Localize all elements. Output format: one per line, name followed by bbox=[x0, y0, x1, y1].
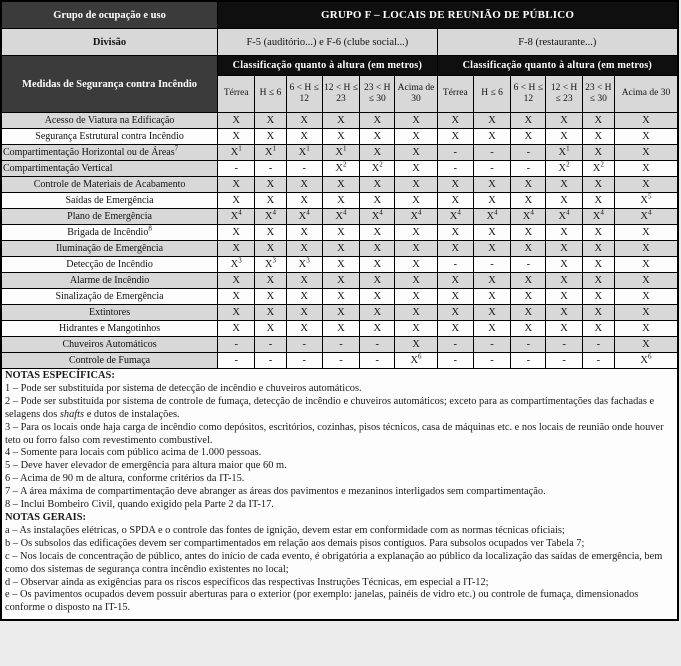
requirement-cell: X bbox=[395, 305, 437, 321]
requirement-cell: X bbox=[395, 289, 437, 305]
requirement-cell: $X^4$ bbox=[546, 209, 582, 225]
requirement-cell: X bbox=[360, 273, 395, 289]
division-label: Divisão bbox=[1, 29, 218, 56]
requirement-cell: - bbox=[218, 353, 255, 369]
requirement-cell: X bbox=[546, 321, 582, 337]
requirement-cell: X bbox=[614, 129, 678, 145]
requirement-cell: X bbox=[473, 177, 510, 193]
requirement-cell: $X^3$ bbox=[286, 257, 322, 273]
header-row-classification bbox=[1, 56, 678, 76]
requirement-cell: X bbox=[286, 273, 322, 289]
requirement-cell: X bbox=[511, 225, 546, 241]
table-row bbox=[1, 129, 678, 145]
measure-label: Iluminação de Emergência bbox=[1, 241, 218, 257]
requirement-cell: $X^6$ bbox=[614, 353, 678, 369]
requirement-cell: X bbox=[218, 177, 255, 193]
requirement-cell: X bbox=[360, 289, 395, 305]
height-column-header: 6 < H ≤ 12 bbox=[286, 76, 322, 113]
notes-row bbox=[1, 369, 678, 621]
requirement-cell: $X^6$ bbox=[395, 353, 437, 369]
requirement-cell: - bbox=[286, 337, 322, 353]
requirement-cell: X bbox=[360, 177, 395, 193]
requirement-cell: X bbox=[322, 273, 359, 289]
requirement-cell: - bbox=[255, 161, 286, 177]
requirement-cell: X bbox=[322, 177, 359, 193]
requirement-cell: X bbox=[511, 193, 546, 209]
requirement-cell: X bbox=[286, 129, 322, 145]
measure-label: Controle de Materiais de Acabamento bbox=[1, 177, 218, 193]
requirement-cell: X bbox=[473, 273, 510, 289]
header-row-group bbox=[1, 1, 678, 29]
requirement-cell: X bbox=[614, 177, 678, 193]
requirement-cell: X bbox=[286, 289, 322, 305]
requirement-cell: X bbox=[255, 241, 286, 257]
requirement-cell: X bbox=[322, 257, 359, 273]
note-line: 3 – Para os locais onde haja carga de incêndio como depósitos, escritórios, cozinhas, pisos técnicos, casa de máquinas etc. e nos locais de reunião onde houver teto ou forro falso com revestimento combustível. bbox=[5, 421, 664, 446]
requirement-cell: X bbox=[614, 225, 678, 241]
height-column-header: Térrea bbox=[218, 76, 255, 113]
requirement-cell: X bbox=[546, 289, 582, 305]
requirement-cell: X bbox=[546, 225, 582, 241]
requirement-cell: X bbox=[546, 305, 582, 321]
measure-label: Sinalização de Emergência bbox=[1, 289, 218, 305]
requirement-cell: X bbox=[437, 321, 473, 337]
requirement-cell: X bbox=[218, 321, 255, 337]
requirement-cell: X bbox=[546, 113, 582, 129]
height-column-header: 23 < H ≤ 30 bbox=[582, 76, 614, 113]
requirement-cell: $X^3$ bbox=[255, 257, 286, 273]
note-line: 4 – Somente para locais com público acima de 1.000 pessoas. bbox=[5, 447, 262, 459]
table-row bbox=[1, 177, 678, 193]
height-column-header: H ≤ 6 bbox=[473, 76, 510, 113]
requirement-cell: X bbox=[437, 225, 473, 241]
table-row bbox=[1, 225, 678, 241]
requirement-cell: X bbox=[322, 321, 359, 337]
requirement-cell: X bbox=[473, 129, 510, 145]
requirement-cell: - bbox=[511, 145, 546, 161]
measure-label: Chuveiros Automáticos bbox=[1, 337, 218, 353]
height-column-header: 12 < H ≤ 23 bbox=[546, 76, 582, 113]
requirement-cell: - bbox=[218, 337, 255, 353]
requirement-cell: X bbox=[437, 241, 473, 257]
requirement-cell: $X^4$ bbox=[582, 209, 614, 225]
requirement-cell: X bbox=[218, 129, 255, 145]
requirement-cell: $X^2$ bbox=[360, 161, 395, 177]
division-f8: F-8 (restaurante...) bbox=[437, 29, 678, 56]
note-line: d – Observar ainda as exigências para os riscos específicos das respectivas Instruções Técnicas, em especial a IT-12; bbox=[5, 576, 489, 588]
requirement-cell: X bbox=[582, 225, 614, 241]
requirement-cell: X bbox=[473, 193, 510, 209]
measure-label: Compartimentação Horizontal ou de Áreas$^7$ bbox=[1, 145, 218, 161]
measure-label: Extintores bbox=[1, 305, 218, 321]
requirement-cell: X bbox=[437, 193, 473, 209]
requirement-cell: X bbox=[473, 321, 510, 337]
requirement-cell: $X^4$ bbox=[322, 209, 359, 225]
requirement-cell: X bbox=[473, 289, 510, 305]
requirement-cell: X bbox=[395, 337, 437, 353]
requirement-cell: $X^1$ bbox=[546, 145, 582, 161]
requirement-cell: - bbox=[511, 257, 546, 273]
measure-label: Acesso de Viatura na Edificação bbox=[1, 113, 218, 129]
requirement-cell: X bbox=[395, 145, 437, 161]
requirement-cell: X bbox=[360, 305, 395, 321]
requirement-cell: X bbox=[255, 225, 286, 241]
requirement-cell: X bbox=[437, 113, 473, 129]
requirement-cell: - bbox=[473, 353, 510, 369]
requirement-cell: X bbox=[286, 113, 322, 129]
requirement-cell: $X^4$ bbox=[255, 209, 286, 225]
requirement-cell: X bbox=[582, 241, 614, 257]
table-row bbox=[1, 337, 678, 353]
requirement-cell: X bbox=[395, 273, 437, 289]
requirement-cell: X bbox=[360, 113, 395, 129]
height-column-header: 12 < H ≤ 23 bbox=[322, 76, 359, 113]
requirement-cell: X bbox=[218, 193, 255, 209]
requirement-cell: X bbox=[395, 321, 437, 337]
requirement-cell: X bbox=[255, 177, 286, 193]
requirement-cell: X bbox=[395, 129, 437, 145]
notes-section bbox=[5, 370, 674, 615]
requirement-cell: X bbox=[437, 177, 473, 193]
requirement-cell: - bbox=[437, 161, 473, 177]
note-line: 2 – Pode ser substituída por sistema de controle de fumaça, detecção de incêndio e chuveiros automáticos; exceto para as compartimentações das fachadas e selagens dos shafts e dutos de instalações. bbox=[5, 395, 655, 420]
requirement-cell: X bbox=[511, 113, 546, 129]
requirement-cell: - bbox=[473, 337, 510, 353]
measures-label: Medidas de Segurança contra Incêndio bbox=[1, 56, 218, 113]
requirement-cell: $X^1$ bbox=[286, 145, 322, 161]
requirement-cell: X bbox=[360, 241, 395, 257]
requirement-cell: - bbox=[286, 353, 322, 369]
requirement-cell: X bbox=[582, 273, 614, 289]
requirement-cell: - bbox=[582, 353, 614, 369]
requirement-cell: X bbox=[218, 241, 255, 257]
table-row bbox=[1, 241, 678, 257]
requirement-cell: X bbox=[582, 289, 614, 305]
requirement-cell: - bbox=[437, 257, 473, 273]
requirement-cell: $X^4$ bbox=[395, 209, 437, 225]
requirement-cell: X bbox=[473, 225, 510, 241]
measure-label: Alarme de Incêndio bbox=[1, 273, 218, 289]
requirement-cell: X bbox=[218, 113, 255, 129]
requirement-cell: - bbox=[255, 337, 286, 353]
requirement-cell: $X^4$ bbox=[437, 209, 473, 225]
requirement-cell: X bbox=[473, 305, 510, 321]
requirement-cell: X bbox=[322, 113, 359, 129]
table-row bbox=[1, 113, 678, 129]
note-line: 8 – Inclui Bombeiro Civil, quando exigido pela Parte 2 da IT-17. bbox=[5, 499, 274, 511]
requirement-cell: - bbox=[360, 353, 395, 369]
requirement-cell: X bbox=[511, 177, 546, 193]
requirement-cell: X bbox=[286, 241, 322, 257]
requirement-cell: - bbox=[511, 161, 546, 177]
requirement-cell: X bbox=[360, 257, 395, 273]
group-f-title: GRUPO F – LOCAIS DE REUNIÃO DE PÚBLICO bbox=[218, 1, 678, 29]
requirement-cell: - bbox=[437, 337, 473, 353]
requirement-cell: - bbox=[511, 337, 546, 353]
height-column-header: Acima de 30 bbox=[395, 76, 437, 113]
table-row bbox=[1, 161, 678, 177]
requirement-cell: X bbox=[286, 177, 322, 193]
requirement-cell: $X^4$ bbox=[218, 209, 255, 225]
classification-label-f5: Classificação quanto à altura (em metros) bbox=[218, 56, 438, 76]
requirement-cell: X bbox=[322, 225, 359, 241]
note-line: b – Os subsolos das edificações devem ser compartimentados em relação aos demais pisos contíguos. Para subsolos ocupados ver Tabela 7; bbox=[5, 537, 585, 549]
note-line: 5 – Deve haver elevador de emergência para altura maior que 60 m. bbox=[5, 460, 287, 472]
requirement-cell: X bbox=[614, 161, 678, 177]
requirement-cell: X bbox=[614, 337, 678, 353]
note-line: c – Nos locais de concentração de público, antes do início de cada evento, é obrigatória a explanação ao público da localização das saídas de emergência, bem como dos sistemas de segurança contra incêndio existentes no local; bbox=[5, 550, 663, 575]
requirement-cell: $X^5$ bbox=[614, 193, 678, 209]
note-line: a – As instalações elétricas, o SPDA e o controle das fontes de ignição, devem estar em conformidade com as normas técnicas oficiais; bbox=[5, 524, 565, 536]
requirement-cell: X bbox=[437, 289, 473, 305]
requirement-cell: X bbox=[218, 305, 255, 321]
height-column-header: 23 < H ≤ 30 bbox=[360, 76, 395, 113]
requirement-cell: X bbox=[286, 193, 322, 209]
requirement-cell: X bbox=[218, 289, 255, 305]
requirement-cell: - bbox=[546, 337, 582, 353]
requirement-cell: X bbox=[614, 257, 678, 273]
requirement-cell: X bbox=[360, 321, 395, 337]
requirement-cell: X bbox=[546, 241, 582, 257]
requirement-cell: X bbox=[546, 257, 582, 273]
requirement-cell: X bbox=[546, 129, 582, 145]
requirement-cell: $X^4$ bbox=[614, 209, 678, 225]
requirement-cell: X bbox=[218, 273, 255, 289]
requirement-cell: X bbox=[395, 225, 437, 241]
note-line: 1 – Pode ser substituída por sistema de detecção de incêndio e chuveiros automáticos. bbox=[5, 382, 362, 394]
table-row bbox=[1, 209, 678, 225]
requirement-cell: X bbox=[255, 321, 286, 337]
requirement-cell: X bbox=[255, 273, 286, 289]
requirement-cell: X bbox=[395, 257, 437, 273]
requirement-cell: X bbox=[582, 193, 614, 209]
requirement-cell: X bbox=[582, 129, 614, 145]
table-row bbox=[1, 257, 678, 273]
table-row bbox=[1, 353, 678, 369]
requirement-cell: X bbox=[546, 273, 582, 289]
requirement-cell: X bbox=[614, 321, 678, 337]
requirement-cell: - bbox=[546, 353, 582, 369]
requirement-cell: X bbox=[511, 321, 546, 337]
requirement-cell: X bbox=[322, 289, 359, 305]
requirement-cell: X bbox=[322, 193, 359, 209]
requirement-cell: X bbox=[255, 129, 286, 145]
requirement-cell: X bbox=[395, 241, 437, 257]
requirement-cell: $X^1$ bbox=[322, 145, 359, 161]
table-row bbox=[1, 273, 678, 289]
requirement-cell: X bbox=[511, 273, 546, 289]
group-use-label: Grupo de ocupação e uso bbox=[1, 1, 218, 29]
requirement-cell: X bbox=[360, 145, 395, 161]
requirement-cell: - bbox=[322, 353, 359, 369]
table-row bbox=[1, 193, 678, 209]
requirement-cell: X bbox=[255, 113, 286, 129]
table-row bbox=[1, 321, 678, 337]
requirement-cell: X bbox=[255, 305, 286, 321]
measure-label: Brigada de Incêndio$^8$ bbox=[1, 225, 218, 241]
height-column-header: 6 < H ≤ 12 bbox=[511, 76, 546, 113]
requirement-cell: $X^4$ bbox=[511, 209, 546, 225]
requirement-cell: X bbox=[286, 321, 322, 337]
division-f5-f6: F-5 (auditório...) e F-6 (clube social...) bbox=[218, 29, 438, 56]
requirement-cell: X bbox=[614, 305, 678, 321]
requirement-cell: - bbox=[255, 353, 286, 369]
measure-label: Saídas de Emergência bbox=[1, 193, 218, 209]
requirement-cell: X bbox=[395, 193, 437, 209]
requirement-cell: - bbox=[437, 353, 473, 369]
requirement-cell: X bbox=[437, 305, 473, 321]
height-column-header: H ≤ 6 bbox=[255, 76, 286, 113]
requirement-cell: X bbox=[614, 273, 678, 289]
requirement-cell: X bbox=[614, 241, 678, 257]
height-column-header: Acima de 30 bbox=[614, 76, 678, 113]
requirement-cell: X bbox=[511, 305, 546, 321]
requirement-cell: X bbox=[286, 225, 322, 241]
requirement-cell: $X^1$ bbox=[218, 145, 255, 161]
note-line: e – Os pavimentos ocupados devem possuir aberturas para o exterior (por exemplo: janelas, painéis de vidro etc.) ou controle de fumaça, dimensionados conforme o disposto na IT-15. bbox=[5, 589, 639, 614]
measure-label: Segurança Estrutural contra Incêndio bbox=[1, 129, 218, 145]
measure-label: Plano de Emergência bbox=[1, 209, 218, 225]
table-row bbox=[1, 305, 678, 321]
requirement-cell: X bbox=[218, 225, 255, 241]
requirement-cell: X bbox=[322, 129, 359, 145]
requirement-cell: $X^2$ bbox=[322, 161, 359, 177]
requirement-cell: - bbox=[473, 145, 510, 161]
requirement-cell: $X^2$ bbox=[582, 161, 614, 177]
requirement-cell: X bbox=[582, 145, 614, 161]
notes-title: NOTAS ESPECÍFICAS: bbox=[5, 370, 115, 381]
requirement-cell: X bbox=[473, 113, 510, 129]
requirement-cell: X bbox=[360, 225, 395, 241]
requirement-cell: - bbox=[437, 145, 473, 161]
requirement-cell: X bbox=[360, 193, 395, 209]
measure-label: Hidrantes e Mangotinhos bbox=[1, 321, 218, 337]
requirement-cell: X bbox=[437, 273, 473, 289]
requirement-cell: X bbox=[322, 241, 359, 257]
requirement-cell: X bbox=[395, 177, 437, 193]
requirement-cell: $X^4$ bbox=[473, 209, 510, 225]
requirement-cell: X bbox=[582, 305, 614, 321]
requirement-cell: X bbox=[255, 193, 286, 209]
requirement-cell: X bbox=[360, 129, 395, 145]
measure-label: Controle de Fumaça bbox=[1, 353, 218, 369]
notes-title: NOTAS GERAIS: bbox=[5, 511, 86, 523]
requirement-cell: X bbox=[582, 113, 614, 129]
header-row-division bbox=[1, 29, 678, 56]
requirement-cell: $X^4$ bbox=[286, 209, 322, 225]
requirement-cell: - bbox=[473, 161, 510, 177]
requirement-cell: $X^3$ bbox=[218, 257, 255, 273]
requirement-cell: X bbox=[322, 305, 359, 321]
requirement-cell: - bbox=[473, 257, 510, 273]
requirement-cell: X bbox=[614, 145, 678, 161]
table-row bbox=[1, 145, 678, 161]
requirement-cell: - bbox=[322, 337, 359, 353]
requirement-cell: X bbox=[546, 193, 582, 209]
requirement-cell: X bbox=[582, 257, 614, 273]
requirement-cell: X bbox=[511, 241, 546, 257]
note-line: 6 – Acima de 90 m de altura, conforme critérios da IT-15. bbox=[5, 473, 245, 485]
requirement-cell: X bbox=[437, 129, 473, 145]
height-column-header: Térrea bbox=[437, 76, 473, 113]
requirement-cell: - bbox=[582, 337, 614, 353]
requirement-cell: - bbox=[286, 161, 322, 177]
requirement-cell: X bbox=[582, 321, 614, 337]
requirement-cell: X bbox=[255, 289, 286, 305]
requirement-cell: X bbox=[286, 305, 322, 321]
table-row bbox=[1, 289, 678, 305]
requirement-cell: $X^2$ bbox=[546, 161, 582, 177]
measure-label: Compartimentação Vertical bbox=[1, 161, 218, 177]
requirement-cell: $X^1$ bbox=[255, 145, 286, 161]
measure-label: Detecção de Incêndio bbox=[1, 257, 218, 273]
requirement-cell: X bbox=[395, 161, 437, 177]
requirement-cell: - bbox=[511, 353, 546, 369]
requirement-cell: X bbox=[395, 113, 437, 129]
requirement-cell: X bbox=[511, 129, 546, 145]
requirement-cell: X bbox=[546, 177, 582, 193]
requirement-cell: X bbox=[473, 241, 510, 257]
requirement-cell: - bbox=[360, 337, 395, 353]
requirement-cell: - bbox=[218, 161, 255, 177]
requirement-cell: X bbox=[582, 177, 614, 193]
requirement-cell: X bbox=[511, 289, 546, 305]
requirement-cell: X bbox=[614, 289, 678, 305]
requirement-cell: $X^4$ bbox=[360, 209, 395, 225]
classification-label-f8: Classificação quanto à altura (em metros) bbox=[437, 56, 678, 76]
note-line: 7 – A área máxima de compartimentação deve abranger as áreas dos pavimentos e mezaninos interligados sem compartimentação. bbox=[5, 486, 546, 498]
requirement-cell: X bbox=[614, 113, 678, 129]
